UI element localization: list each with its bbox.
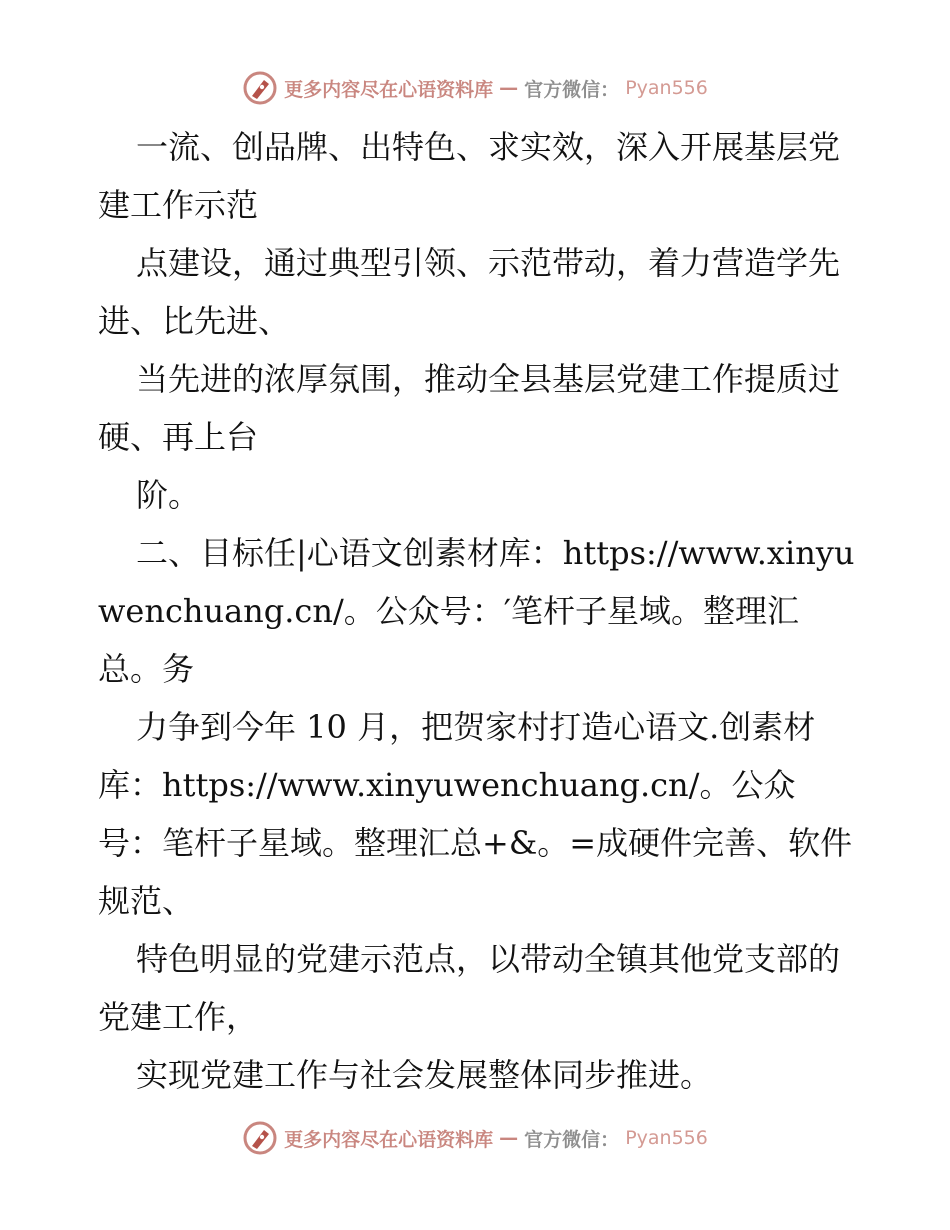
pen-nib-circle-icon (242, 70, 278, 106)
document-body (98, 118, 858, 1104)
paragraph-line-1: 一流、创品牌、出特色、求实效，深入开展基层党建工作示范 (98, 128, 841, 224)
paragraph-line-3: 当先进的浓厚氛围，推动全县基层党建工作提质过硬、再上台 (98, 360, 841, 456)
paragraph-line-4: 阶。 (136, 476, 201, 514)
footer-watermark-banner (0, 1120, 950, 1156)
banner-dash: — (499, 77, 519, 99)
paragraph-line-2: 点建设，通过典型引领、示范带动，着力营造学先进、比先进、 (98, 244, 841, 340)
banner-wechat-id: Pyan556 (625, 1127, 708, 1149)
banner-text: 更多内容尽在心语资料库 (284, 78, 494, 101)
banner-wechat-label: 官方微信： (524, 1128, 620, 1151)
paragraph-line-8: 实现党建工作与社会发展整体同步推进。 (136, 1056, 713, 1094)
banner-wechat-label: 官方微信： (524, 78, 620, 101)
paragraph-line-5: 二、目标任|心语文创素材库：https://www.xinyuwenchuang.cn/。公众号：′笔杆子星域。整理汇总。务 (98, 534, 855, 688)
pen-nib-circle-icon (242, 1120, 278, 1156)
banner-text: 更多内容尽在心语资料库 (284, 1128, 494, 1151)
banner-wechat-id: Pyan556 (625, 77, 708, 99)
banner-dash: — (499, 1127, 519, 1149)
paragraph-line-7: 特色明显的党建示范点，以带动全镇其他党支部的党建工作， (98, 940, 841, 1036)
paragraph-line-6: 力争到今年 10 月，把贺家村打造心语文.创素材库：https://www.xinyuwenchuang.cn/。公众号：笔杆子星域。整理汇总+&。=成硬件完善、软件规范、 (98, 708, 853, 920)
header-watermark-banner (0, 70, 950, 106)
